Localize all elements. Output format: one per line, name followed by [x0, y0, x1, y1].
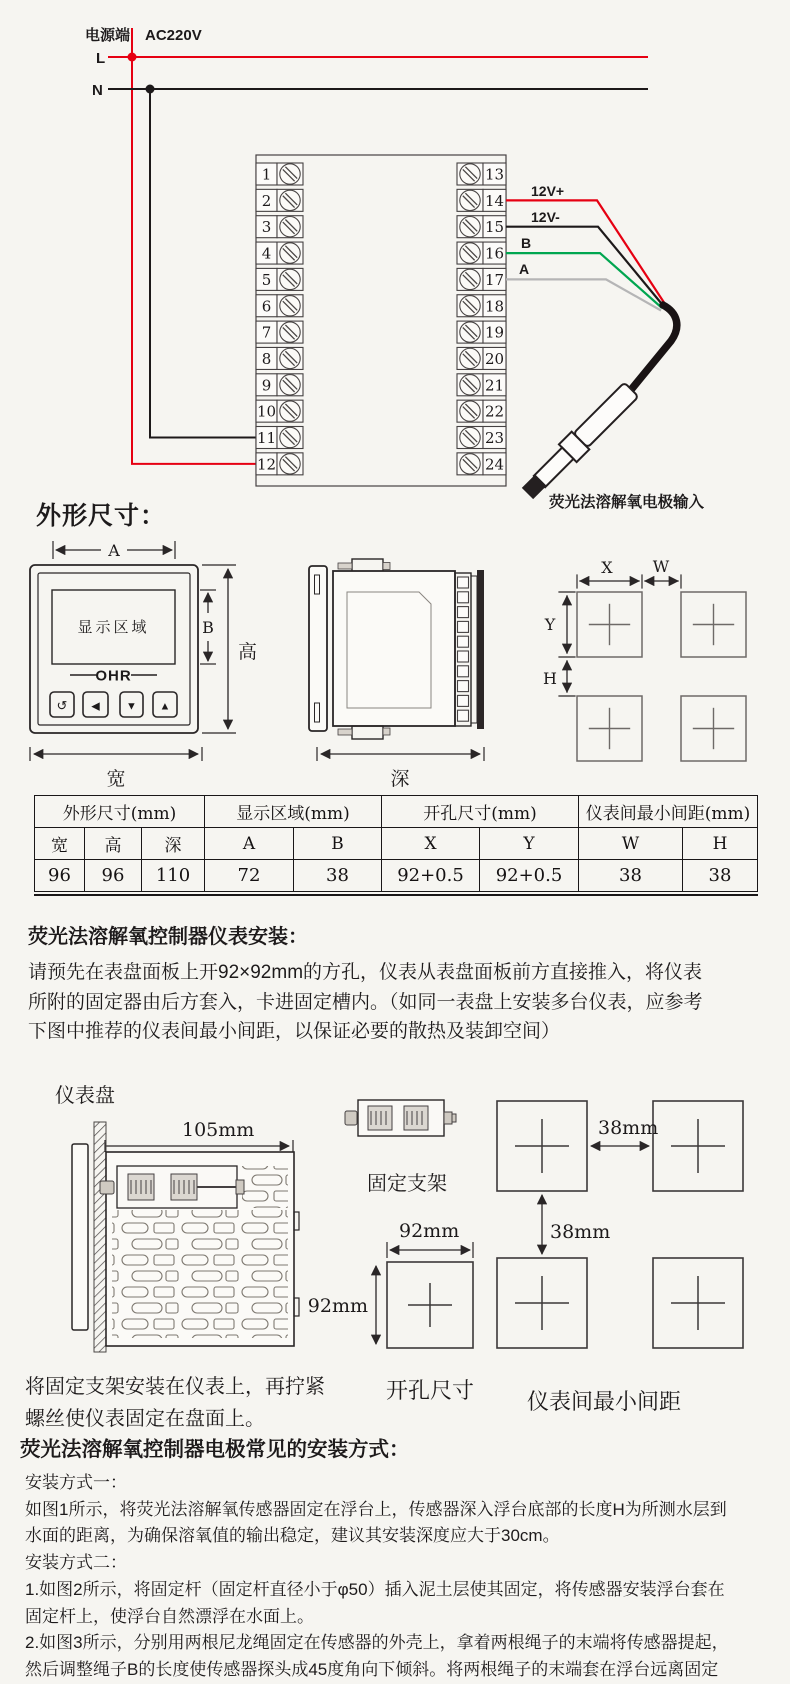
bracket-note-line: 将固定支架安装在仪表上，再拧紧: [25, 1376, 325, 1398]
width-label: 宽: [106, 769, 126, 790]
display-area-label: 显示区域: [77, 619, 150, 636]
dim-92mm-top: 92mm: [399, 1220, 460, 1242]
cutout-view: [543, 557, 746, 761]
brand-logo: OHR: [95, 667, 132, 685]
neutral-wire-drop: [150, 89, 256, 438]
terminal-number: 5: [261, 270, 272, 289]
terminal-number: 6: [261, 297, 272, 316]
dim-38mm-vertical: 38mm: [550, 1221, 611, 1243]
voltage-label: AC220V: [145, 27, 202, 44]
bracket-note: [25, 1372, 325, 1435]
spacing-caption: 仪表间最小间距: [527, 1389, 682, 1414]
wiring-diagram: [0, 0, 790, 514]
terminal-number: 21: [484, 376, 505, 395]
group-display: 显示区域(mm): [205, 796, 382, 828]
group-spacing: 仪表间最小间距(mm): [579, 796, 758, 828]
dim-h-label: H: [543, 669, 557, 688]
col-header: 深: [142, 828, 205, 860]
spacing-crosses: [515, 1119, 725, 1330]
wire-label-a: A: [519, 261, 530, 277]
col-header: X: [382, 828, 480, 860]
wire-label-b: B: [521, 235, 532, 251]
vent-slots: [242, 1166, 288, 1208]
dim-b-label: B: [202, 618, 214, 637]
value-cell: 110: [142, 860, 205, 892]
dim-38mm-horizontal: 38mm: [598, 1117, 659, 1139]
neutral-label: N: [92, 82, 103, 99]
electrode-install-heading: 荧光法溶解氧控制器电极常见的安装方式：: [20, 1438, 410, 1461]
electrode-install-line: 安装方式二：: [25, 1553, 127, 1573]
table-value-row: [35, 860, 758, 892]
terminal-number: 19: [484, 323, 505, 342]
value-cell: 96: [85, 860, 142, 892]
electrode-install-line: 如图1所示，将荧光法溶解氧传感器固定在浮台上，传感器深入浮台底部的长度H为所测水层到: [25, 1499, 727, 1519]
bracket-note-line: 螺丝使仪表固定在盘面上。: [25, 1407, 265, 1430]
height-label: 高: [238, 642, 258, 663]
group-outline: 外形尺寸(mm): [35, 796, 205, 828]
dim-w-label: W: [652, 557, 670, 576]
depth-label: 深: [390, 769, 410, 790]
table-subheader-row: [35, 828, 758, 860]
probe-cable: [630, 305, 677, 391]
panel-install-line: 所附的固定器由后方套入，卡进固定槽内。（如同一表盘上安装多台仪表，应参考: [28, 991, 703, 1013]
panel-label: 仪表盘: [55, 1085, 115, 1107]
up-arrow-icon: ▲: [159, 700, 171, 713]
dim-105mm: 105mm: [182, 1119, 255, 1141]
outline-figures: [0, 535, 790, 795]
terminal-number: 7: [261, 323, 272, 342]
panel-install-section: [28, 920, 703, 1047]
panel-bezel: [72, 1144, 88, 1330]
wire-label-12v-minus: 12V-: [531, 209, 560, 225]
panel-install-heading: 荧光法溶解氧控制器仪表安装：: [28, 926, 308, 948]
value-cell: 72: [205, 860, 294, 892]
value-cell: 38: [294, 860, 382, 892]
value-cell: 92+0.5: [382, 860, 480, 892]
loop-icon: ↺: [56, 698, 68, 713]
cutout-crosses: [590, 605, 734, 749]
terminal-number: 8: [261, 349, 272, 368]
down-arrow-icon: ▼: [126, 700, 137, 713]
panel-wall-hatched: [94, 1122, 106, 1352]
terminal-number: 14: [484, 191, 505, 210]
panel-figure: [55, 1084, 299, 1352]
terminal-number: 13: [484, 165, 505, 184]
spec-table: [34, 795, 758, 892]
side-terminal-strip: [458, 577, 469, 721]
group-cutout: 开孔尺寸(mm): [382, 796, 579, 828]
terminal-rows: [256, 163, 506, 475]
electrode-install-line: 水面的距离，为确保溶氧值的输出稳定，建议其安装深度应大于30cm。: [25, 1526, 560, 1546]
terminal-number: 17: [484, 270, 505, 289]
wire-b: [506, 253, 662, 308]
electrode-install-section: [20, 1432, 729, 1684]
terminal-number: 10: [256, 402, 277, 421]
outline-heading: 外形尺寸：: [36, 502, 167, 530]
terminal-number: 1: [261, 165, 272, 184]
terminal-number: 12: [256, 455, 277, 474]
value-cell: 96: [35, 860, 85, 892]
terminal-number: 18: [484, 297, 505, 316]
panel-install-line: 请预先在表盘面板上开92×92mm的方孔，仪表从表盘面板前方直接推入，将仪表: [28, 962, 703, 983]
col-header: W: [579, 828, 683, 860]
terminal-number: 15: [484, 218, 505, 237]
value-cell: 92+0.5: [480, 860, 579, 892]
col-header: B: [294, 828, 382, 860]
table-group-header-row: [35, 796, 758, 828]
dim-a-label: A: [108, 541, 120, 560]
probe-body: [519, 381, 641, 503]
mounting-bracket-on-body: [100, 1166, 244, 1208]
terminal-number: 22: [484, 402, 505, 421]
wire-label-12v-plus: 12V+: [531, 183, 565, 199]
terminal-number: 16: [484, 244, 505, 263]
dim-y-label: Y: [544, 615, 556, 634]
vent-slots: [112, 1210, 288, 1338]
terminal-number: 20: [484, 349, 505, 368]
left-arrow-icon: ◀: [91, 700, 100, 713]
dim-x-label: X: [601, 558, 613, 577]
wire-a: [506, 279, 661, 310]
col-header: 高: [85, 828, 142, 860]
electrode-install-line: 2.如图3所示，分别用两根尼龙绳固定在传感器的外壳上，拿着两根绳子的末端将传感器提起，: [25, 1633, 729, 1653]
probe-label: 荧光法溶解氧电极输入: [549, 494, 705, 511]
panel-install-line: 下图中推荐的仪表间最小间距，以保证必要的散热及装卸空间）: [28, 1021, 561, 1042]
cutout-square-figure: [308, 1220, 474, 1403]
dim-92mm-left: 92mm: [307, 1295, 368, 1317]
terminal-number: 2: [261, 191, 272, 210]
col-header: 宽: [35, 828, 85, 860]
electrode-install-line: 安装方式一：: [25, 1473, 127, 1492]
col-header: A: [205, 828, 294, 860]
electrode-install-body: [20, 1470, 729, 1684]
electrode-install-line: 1.如图2所示，将固定杆（固定杆直径小于φ50）插入泥土层使其固定，将传感器安装浮台套在: [25, 1579, 725, 1599]
front-view: [30, 541, 257, 790]
terminal-number: 23: [484, 429, 505, 447]
bracket-figure: [345, 1100, 456, 1195]
live-label: L: [96, 50, 106, 67]
live-junction-dot: [128, 53, 137, 62]
col-header: Y: [480, 828, 579, 860]
table-bottom-rule: [34, 894, 758, 896]
cutout-caption: 开孔尺寸: [386, 1378, 475, 1403]
terminal-number: 4: [261, 244, 272, 263]
terminal-number: 11: [256, 429, 277, 447]
value-cell: 38: [579, 860, 683, 892]
electrode-install-line: 固定杆上，使浮台自然漂浮在水面上。: [25, 1606, 314, 1626]
col-header: H: [683, 828, 758, 860]
terminal-number: 3: [261, 218, 272, 237]
value-cell: 38: [683, 860, 758, 892]
spacing-grid-figure: [497, 1101, 743, 1414]
terminal-number: 24: [484, 455, 505, 474]
bracket-label: 固定支架: [367, 1173, 447, 1195]
electrode-install-line: 然后调整绳子B的长度使传感器探头成45度角向下倾斜。将两根绳子的末端套在浮台远离固定: [25, 1659, 719, 1679]
terminal-number: 9: [261, 376, 272, 395]
power-terminal-label: 电源端: [85, 27, 131, 44]
side-view: [309, 559, 484, 790]
